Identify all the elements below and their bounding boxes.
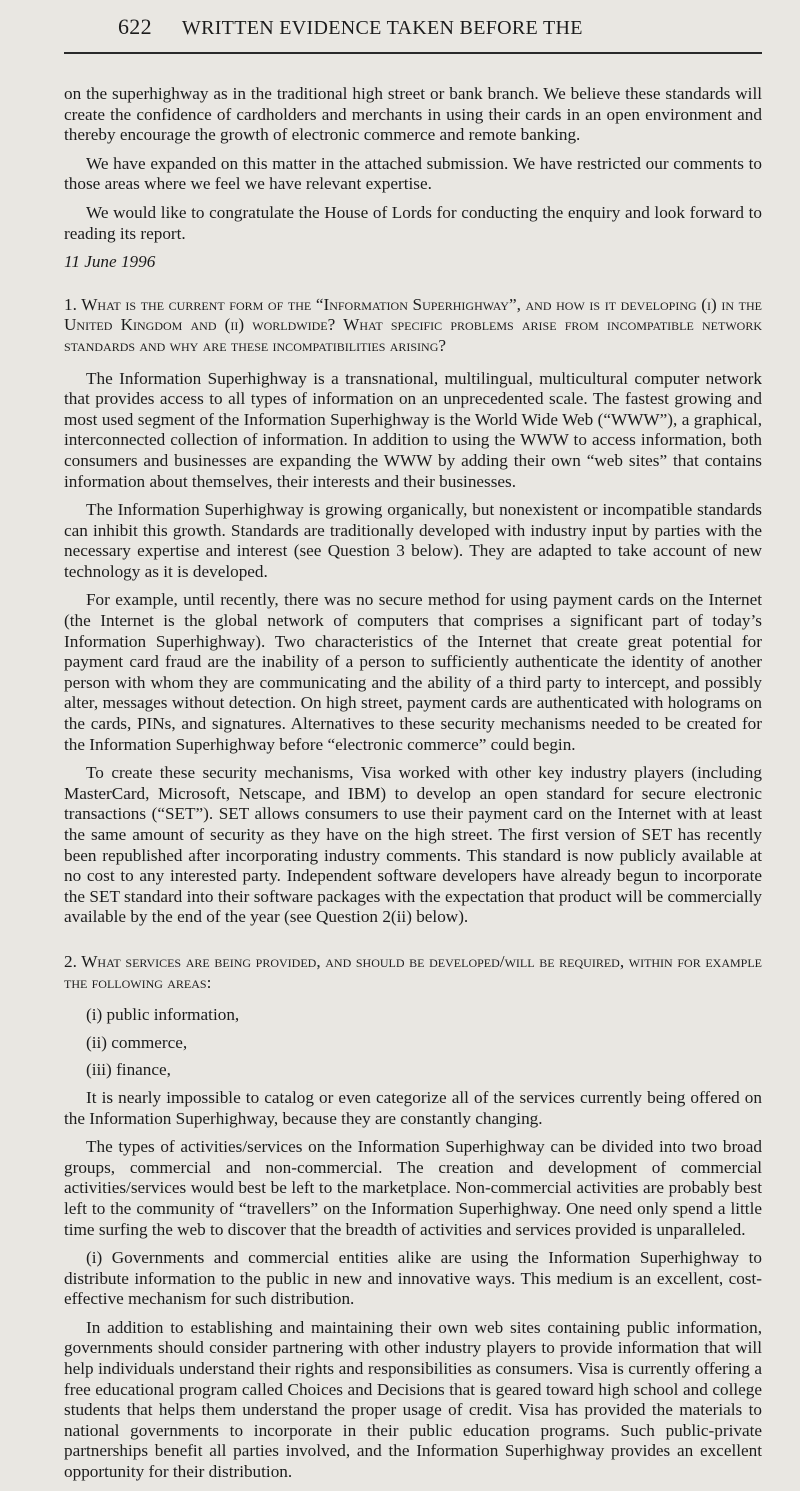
- document-body: [64, 84, 762, 1491]
- submission-date: 11 June 1996: [64, 252, 156, 272]
- page-number: 622: [118, 14, 152, 39]
- section-1-paragraph-2: The Information Superhighway is growing organically, but nonexistent or incompatible standards can inhibit this growth. Standards are traditionally developed with industry input by parties with the necessary expertise and interest (see Question 3 below). They are adapted to take account of new technology as it is developed.: [64, 500, 762, 581]
- question-2-heading: 2. What services are being provided, and should be developed/will be required, within for example the following areas:: [64, 951, 762, 992]
- section-2-paragraph-1: It is nearly impossible to catalog or even categorize all of the services currently being offered on the Information Superhighway, because they are constantly changing.: [64, 1087, 762, 1128]
- list-item: (i) public information,: [86, 1005, 240, 1025]
- header-rule: [64, 52, 762, 54]
- section-2-paragraph-3: (i) Governments and commercial entities alike are using the Information Superhighway to distribute information to the public in new and innovative ways. This medium is an excellent, cost-effective mechanism for such distribution.: [64, 1248, 762, 1309]
- question-1-heading: 1. What is the current form of the “Information Superhighway”, and how is it developing (i) in the United Kingdom and (ii) worldwide? What specific problems arise from incompatible network standards and why are these incompatibilities arising?: [64, 294, 762, 355]
- list-item: (ii) commerce,: [86, 1032, 188, 1052]
- section-1-paragraph-4: To create these security mechanisms, Visa worked with other key industry players (including MasterCard, Microsoft, Netscape, and IBM) to develop an open standard for secure electronic transactions (“SET”). SET allows consumers to use their payment card on the Internet with at least the same amount of security as they have on the high street. The first version of SET has recently been republished after incorporating industry comments. This standard is now publicly available at no cost to any interested party. Independent software developers have already begun to incorporate the SET standard into their software packages with the expectation that product will be commercially available by the end of the year (see Question 2(ii) below).: [64, 763, 762, 927]
- running-title: WRITTEN EVIDENCE TAKEN BEFORE THE: [181, 17, 583, 39]
- areas-list: [86, 1005, 762, 1081]
- section-2-paragraph-2: The types of activities/services on the Information Superhighway can be divided into two broad groups, commercial and non-commercial. The creation and development of commercial activities/services would best be left to the marketplace. Non-commercial activities are probably best left to the community of “travellers” on the Information Superhighway. One need only spend a little time surfing the web to discover that the breadth of activities and services provided is unparalleled.: [64, 1137, 762, 1239]
- section-1-paragraph-1: The Information Superhighway is a transnational, multilingual, multicultural computer network that provides access to all types of information on an unprecedented scale. The fastest growing and most used segment of the Information Superhighway is the World Wide Web (“WWW”), a graphical, interconnected collection of information. In addition to using the WWW to access information, both consumers and businesses are expanding the WWW by adding their own “web sites” that contains information about themselves, their interests and their businesses.: [64, 368, 762, 491]
- section-1-paragraph-3: For example, until recently, there was no secure method for using payment cards on the Internet (the Internet is the global network of computers that comprises a significant part of today’s Information Superhighway). Two characteristics of the Internet that create great potential for payment card fraud are the inability of a person to sufficiently authenticate the identity of another person with whom they are communicating and the ability of a third party to intercept, and possibly alter, messages without detection. On high street, payment cards are authenticated with holograms on the cards, PINs, and signatures. Alternatives to these security mechanisms needed to be created for the Information Superhighway before “electronic commerce” could begin.: [64, 590, 762, 754]
- list-item: (iii) finance,: [86, 1060, 171, 1080]
- section-2-paragraph-4: In addition to establishing and maintaining their own web sites containing public information, governments should consider partnering with other industry players to provide information that will help individuals understand their rights and responsibilities as consumers. Visa is currently offering a free educational program called Choices and Decisions that is geared toward high school and college students that helps them understand the proper usage of credit. Visa has provided the materials to national governments to incorporate in their public education programs. Such public-private partnerships benefit all parties involved, and the Information Superhighway provides an excellent opportunity for their distribution.: [64, 1317, 762, 1482]
- intro-paragraph-1: on the superhighway as in the traditional high street or bank branch. We believe these standards will create the confidence of cardholders and merchants in using their cards in an open environment and thereby encourage the growth of electronic commerce and remote banking.: [64, 84, 762, 145]
- page-header: [118, 14, 583, 40]
- intro-paragraph-3: We would like to congratulate the House of Lords for conducting the enquiry and look forward to reading its report.: [64, 202, 762, 243]
- intro-paragraph-2: We have expanded on this matter in the attached submission. We have restricted our comments to those areas where we feel we have relevant expertise.: [64, 153, 762, 194]
